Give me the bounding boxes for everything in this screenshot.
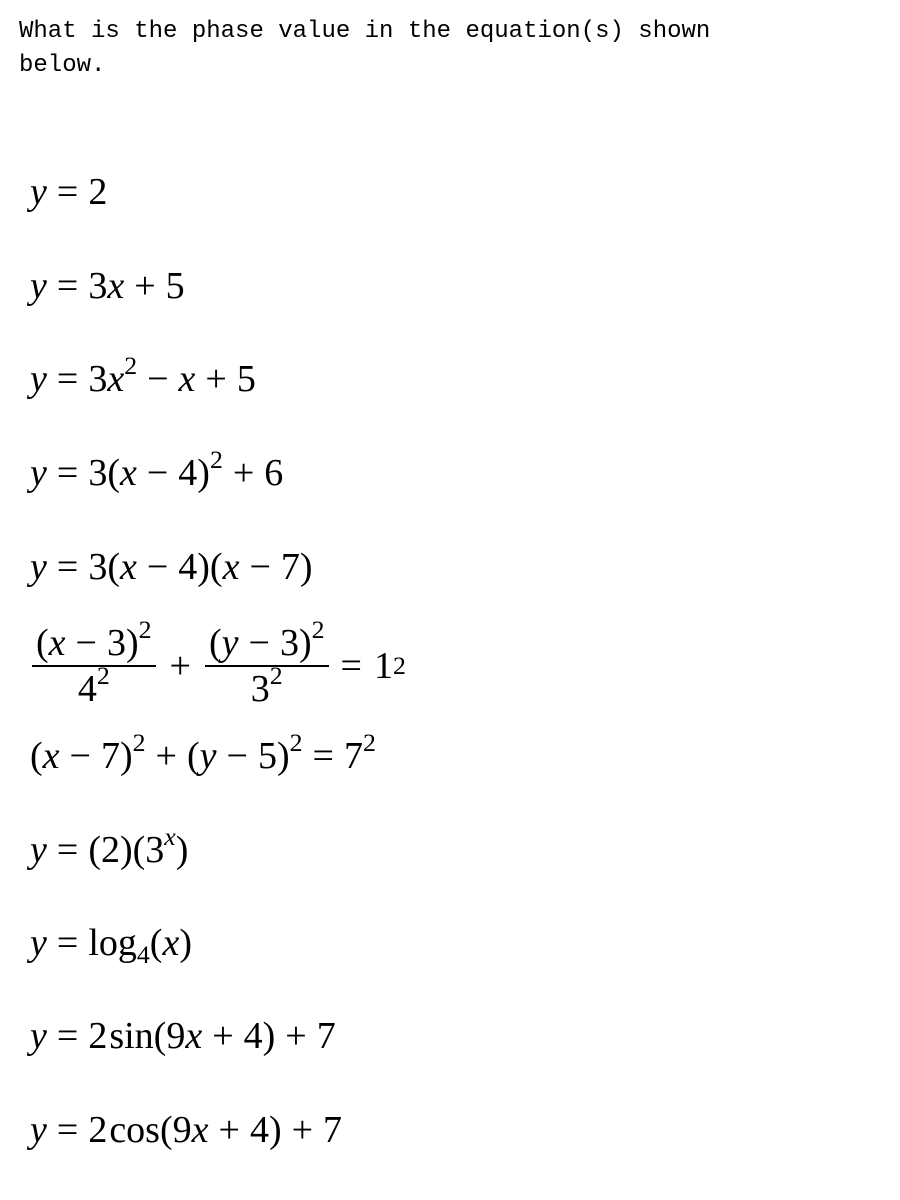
paren: ( <box>149 922 163 964</box>
var-y: y <box>30 1015 47 1057</box>
minus-sign: − <box>75 622 97 664</box>
var-y: y <box>30 358 47 400</box>
plus-sign: + <box>169 645 191 687</box>
exponent: 2 <box>138 615 152 645</box>
plus-sign: + <box>134 265 156 307</box>
constant: 5 <box>236 358 256 400</box>
equals-sign: = <box>340 645 362 687</box>
minus-sign: − <box>146 452 169 494</box>
var-y: y <box>30 1109 47 1151</box>
equation-ellipse: $\frac{(x - 3)^2}{4^2}$ + $\frac{(y - 3)^2}{3^2}$ = 1 2 <box>32 616 406 716</box>
minus-sign: − <box>249 546 271 588</box>
minus-sign: − <box>146 546 169 588</box>
constant-value: 2 <box>88 171 108 213</box>
phase: 4) <box>249 1109 282 1151</box>
minus-sign: − <box>226 735 248 777</box>
paren: ) <box>179 922 192 964</box>
minus-sign: − <box>248 622 270 664</box>
plus-sign: + <box>285 1015 307 1057</box>
slope: 3 <box>88 265 108 307</box>
exponent: 2 <box>289 728 303 758</box>
var-y: y <box>221 622 239 664</box>
amplitude: 2 <box>88 1015 108 1057</box>
var-x: x <box>178 358 196 400</box>
coefficient: 3( <box>88 546 120 588</box>
equation-cosine <box>30 1102 342 1158</box>
equation-exponential <box>30 822 188 878</box>
equation-circle <box>30 728 376 784</box>
equals-sign: = <box>56 546 79 588</box>
plus-sign: + <box>218 1109 240 1151</box>
paren: ) <box>175 829 189 871</box>
var-x: x <box>185 1015 203 1057</box>
minus-sign: − <box>147 358 169 400</box>
axis-a: 4 <box>77 668 97 710</box>
exponent: 2 <box>96 661 110 691</box>
paren: ( <box>186 735 200 777</box>
center-h: 7) <box>100 735 133 777</box>
paren: ( <box>208 622 222 664</box>
exponent-x: x <box>164 822 176 852</box>
equals-sign: = <box>56 1109 79 1151</box>
question-text: What is the phase value in the equation(s) shown below. <box>19 18 711 79</box>
exponent: 2 <box>132 728 146 758</box>
var-y: y <box>30 171 47 213</box>
equals-sign: = <box>56 922 79 964</box>
plus-sign: + <box>212 1015 234 1057</box>
cos-function: cos <box>109 1109 160 1151</box>
intercept: 5 <box>165 265 185 307</box>
var-x: x <box>191 1109 209 1151</box>
shift-k: 6 <box>264 452 284 494</box>
var-y: y <box>199 735 217 777</box>
frequency: (9 <box>159 1109 192 1151</box>
denominator <box>250 661 283 711</box>
coefficient: 3( <box>88 452 120 494</box>
equals-sign: = <box>56 358 79 400</box>
denominator <box>77 661 110 711</box>
var-x: x <box>119 546 137 588</box>
numerator <box>32 615 156 665</box>
exponent: 2 <box>362 728 376 758</box>
frequency: (9 <box>153 1015 186 1057</box>
root-2: 7) <box>280 546 313 588</box>
var-y: y <box>30 546 47 588</box>
var-y: y <box>30 265 47 307</box>
shift-h: 4) <box>178 452 210 494</box>
rhs-base: 1 <box>373 645 393 687</box>
numerator <box>205 615 329 665</box>
var-y: y <box>30 829 47 871</box>
phase: 4) <box>243 1015 276 1057</box>
equation-constant <box>30 164 107 220</box>
fraction-y-term <box>205 615 329 711</box>
exponent: 2 <box>124 351 138 381</box>
var-y: y <box>30 922 47 964</box>
equals-sign: = <box>56 171 79 213</box>
var-x: x <box>107 358 125 400</box>
sin-function: sin <box>109 1015 154 1057</box>
minus-sign: − <box>69 735 91 777</box>
radius: 7 <box>343 735 363 777</box>
var-x: x <box>48 622 66 664</box>
vertical-shift: 7 <box>323 1109 343 1151</box>
plus-sign: + <box>291 1109 314 1151</box>
equation-linear <box>30 258 185 314</box>
exponent: 2 <box>209 445 223 475</box>
var-y: y <box>30 452 47 494</box>
paren: ( <box>30 735 43 777</box>
equals-sign: = <box>56 265 79 307</box>
exponent: 2 <box>269 661 283 691</box>
log-base: 4 <box>136 939 150 969</box>
equals-sign: = <box>56 829 79 871</box>
plus-sign: + <box>205 358 227 400</box>
equation-quadratic-standard <box>30 351 256 407</box>
vertical-shift: 7 <box>316 1015 336 1057</box>
plus-sign: + <box>155 735 177 777</box>
axis-b: 3 <box>250 668 270 710</box>
equation-logarithm <box>30 915 192 971</box>
fraction-x-term <box>32 615 156 711</box>
center-k: 3) <box>279 622 312 664</box>
var-x: x <box>162 922 180 964</box>
paren: ( <box>36 622 49 664</box>
exponent: 2 <box>311 615 325 645</box>
equation-quadratic-factored <box>30 539 313 595</box>
center-k: 5) <box>257 735 290 777</box>
coefficient-and-base: (2)(3 <box>88 829 165 871</box>
var-x: x <box>42 735 60 777</box>
plus-sign: + <box>232 452 255 494</box>
equals-sign: = <box>56 1015 79 1057</box>
equals-sign: = <box>312 735 334 777</box>
var-x: x <box>107 265 125 307</box>
log-function: log <box>88 922 137 964</box>
var-x: x <box>119 452 137 494</box>
center-h: 3) <box>106 622 139 664</box>
equation-sine <box>30 1008 336 1064</box>
coefficient: 3 <box>88 358 108 400</box>
amplitude: 2 <box>88 1109 108 1151</box>
root-1: 4)( <box>178 546 223 588</box>
equation-quadratic-vertex <box>30 445 283 501</box>
var-x: x <box>222 546 240 588</box>
equals-sign: = <box>56 452 79 494</box>
